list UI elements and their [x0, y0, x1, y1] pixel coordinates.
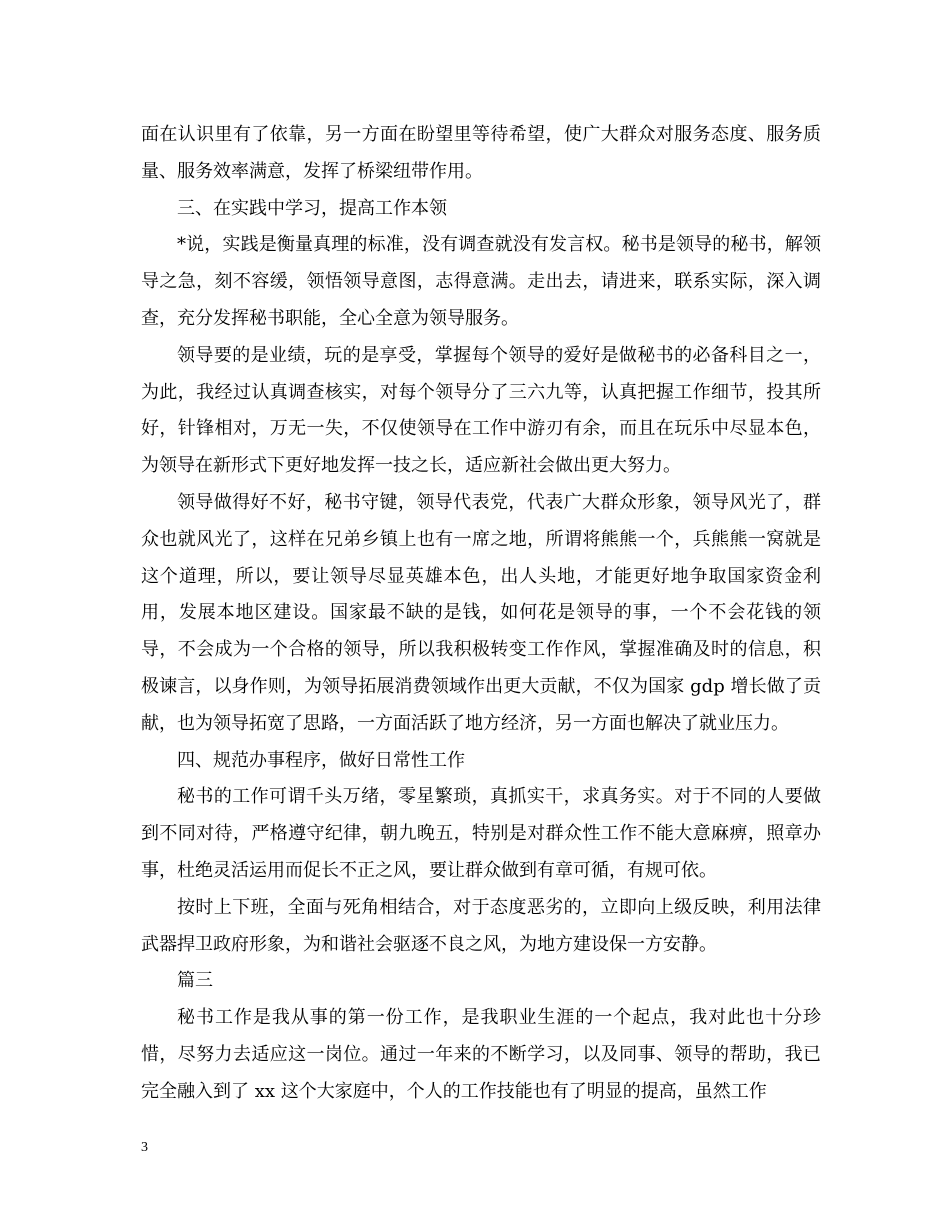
- paragraph-continuation: 面在认识里有了依靠，另一方面在盼望里等待希望，使广大群众对服务态度、服务质量、服务效率满意，发挥了桥梁纽带作用。: [141, 124, 821, 182]
- section-heading-four: 四、规范办事程序，做好日常性工作: [177, 749, 465, 771]
- section-heading-three: 三、在实践中学习，提高工作本领: [177, 197, 447, 219]
- document-body: [141, 117, 821, 1111]
- paragraph: 秘书的工作可谓千头万绪，零星繁琐，真抓实干，求真务实。对于不同的人要做到不同对待，严格遵守纪律，朝九晚五，特别是对群众性工作不能大意麻痹，照章办事，杜绝灵活运用而促长不正之风，要让群众做到有章可循，有规可依。: [141, 786, 821, 881]
- paragraph: *说，实践是衡量真理的标准，没有调查就没有发言权。秘书是领导的秘书，解领导之急，刻不容缓，领悟领导意图，志得意满。走出去，请进来，联系实际，深入调查，充分发挥秘书职能，全心全意为领导服务。: [141, 234, 821, 329]
- paragraph: 领导要的是业绩，玩的是享受，掌握每个领导的爱好是做秘书的必备科目之一，为此，我经过认真调查核实，对每个领导分了三六九等，认真把握工作细节，投其所好，针锋相对，万无一失，不仅使领导在工作中游刃有余，而且在玩乐中尽显本色，为领导在新形式下更好地发挥一技之长，适应新社会做出更大努力。: [141, 344, 821, 477]
- paragraph: 秘书工作是我从事的第一份工作，是我职业生涯的一个起点，我对此也十分珍惜，尽努力去适应这一岗位。通过一年来的不断学习，以及同事、领导的帮助，我已完全融入到了 xx 这个大家庭中，个人的工作技能也有了明显的提高，虽然工作: [141, 1007, 821, 1102]
- paragraph: 按时上下班，全面与死角相结合，对于态度恶劣的，立即向上级反映，利用法律武器捍卫政府形象，为和谐社会驱逐不良之风，为地方建设保一方安静。: [141, 896, 821, 955]
- part-heading: 篇三: [177, 970, 213, 992]
- page-number: 3: [141, 1140, 148, 1155]
- paragraph: 领导做得好不好，秘书守键，领导代表党，代表广大群众形象，领导风光了，群众也就风光了，这样在兄弟乡镇上也有一席之地，所谓将熊熊一个，兵熊熊一窝就是这个道理，所以，要让领导尽显英雄本色，出人头地，才能更好地争取国家资金利用，发展本地区建设。国家最不缺的是钱，如何花是领导的事，一个不会花钱的领导，不会成为一个合格的领导，所以我积极转变工作作风，掌握准确及时的信息，积极谏言，以身作则，为领导拓展消费领域作出更大贡献，不仅为国家 gdp 增长做了贡献，也为领导拓宽了思路，一方面活跃了地方经济，另一方面也解决了就业压力。: [141, 491, 821, 734]
